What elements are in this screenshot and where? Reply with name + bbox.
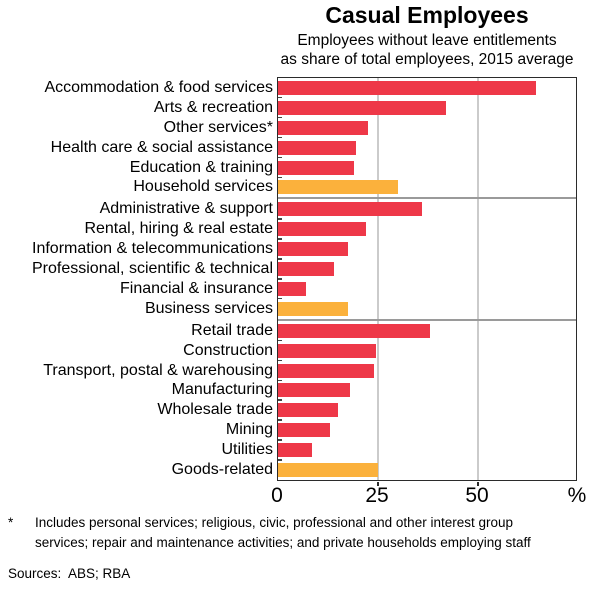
category-label: Accommodation & food services — [44, 78, 273, 96]
x-tick-label: 0 — [271, 484, 283, 507]
bar-red — [278, 161, 354, 175]
category-label: Administrative & support — [99, 200, 273, 218]
category-label: Wholesale trade — [157, 401, 273, 419]
bar-row — [225, 420, 576, 440]
bar-row — [120, 279, 576, 299]
category-label: Information & telecommunications — [32, 240, 273, 258]
plot-area — [32, 77, 577, 481]
bar-orange — [278, 180, 398, 194]
bar-row — [133, 178, 576, 198]
category-label: Manufacturing — [171, 381, 273, 399]
bar-orange — [278, 302, 348, 316]
bar-red — [278, 403, 338, 417]
bar-row — [32, 239, 576, 259]
bar-red — [278, 443, 312, 457]
footnote — [8, 513, 550, 553]
bar-red — [278, 242, 348, 256]
plot-panels — [32, 78, 576, 480]
bar-row — [84, 219, 576, 239]
category-label: Goods-related — [171, 461, 273, 479]
category-label: Education & training — [129, 158, 273, 176]
household-services-group — [44, 78, 576, 197]
bar-row — [183, 341, 576, 361]
category-label: Financial & insurance — [120, 279, 273, 297]
bar-red — [278, 282, 306, 296]
x-tick-label: 50 — [465, 484, 489, 507]
chart-subtitle-line1: Employees without leave entitlements — [297, 32, 557, 49]
bar-row — [171, 381, 576, 401]
bar-row — [144, 299, 576, 319]
business-services-group — [32, 197, 576, 318]
bar-red — [278, 141, 356, 155]
chart-title: Casual Employees — [325, 2, 529, 28]
sources-line: Sources: ABS; RBA — [8, 566, 131, 581]
bar-row — [191, 321, 576, 341]
footnote-text: Includes personal services; religious, civic, professional and other interest group services; repair and maintenance activities; and private households employing staff — [35, 515, 531, 550]
category-label: Rental, hiring & real estate — [84, 220, 273, 238]
bar-red — [278, 344, 376, 358]
bar-red — [278, 383, 350, 397]
bar-red — [278, 324, 430, 338]
category-label: Health care & social assistance — [50, 138, 273, 156]
chart-subtitle — [237, 31, 600, 69]
bar-row — [129, 158, 576, 178]
bar-row — [32, 259, 576, 279]
category-label: Transport, postal & warehousing — [43, 361, 273, 379]
category-label: Mining — [225, 421, 273, 439]
bar-row — [221, 440, 576, 460]
category-label: Construction — [183, 341, 273, 359]
bar-red — [278, 364, 374, 378]
bar-red — [278, 202, 422, 216]
footnote-marker: * — [8, 515, 14, 530]
x-tick-label: % — [567, 484, 587, 507]
bar-red — [278, 101, 446, 115]
bar-row — [43, 361, 576, 381]
category-label: Other services* — [163, 118, 273, 136]
bar-row — [50, 138, 576, 158]
category-label: Utilities — [221, 441, 273, 459]
goods-related-group — [43, 319, 576, 480]
category-label: Business services — [144, 299, 273, 317]
x-tick-label: 25 — [365, 484, 389, 507]
bar-row — [44, 78, 576, 98]
bar-row — [171, 460, 576, 480]
category-label: Professional, scientific & technical — [32, 260, 273, 278]
bar-orange — [278, 463, 378, 477]
category-label: Household services — [133, 178, 273, 196]
bar-red — [278, 222, 366, 236]
category-label: Retail trade — [191, 321, 273, 339]
bar-red — [278, 81, 536, 95]
bar-red — [278, 423, 330, 437]
category-label: Arts & recreation — [153, 98, 273, 116]
bar-row — [157, 400, 576, 420]
bar-row — [163, 118, 576, 138]
bar-row — [153, 98, 576, 118]
chart-subtitle-line2: as share of total employees, 2015 average — [280, 51, 574, 68]
bar-red — [278, 262, 334, 276]
bar-red — [278, 121, 368, 135]
bar-row — [99, 199, 576, 219]
